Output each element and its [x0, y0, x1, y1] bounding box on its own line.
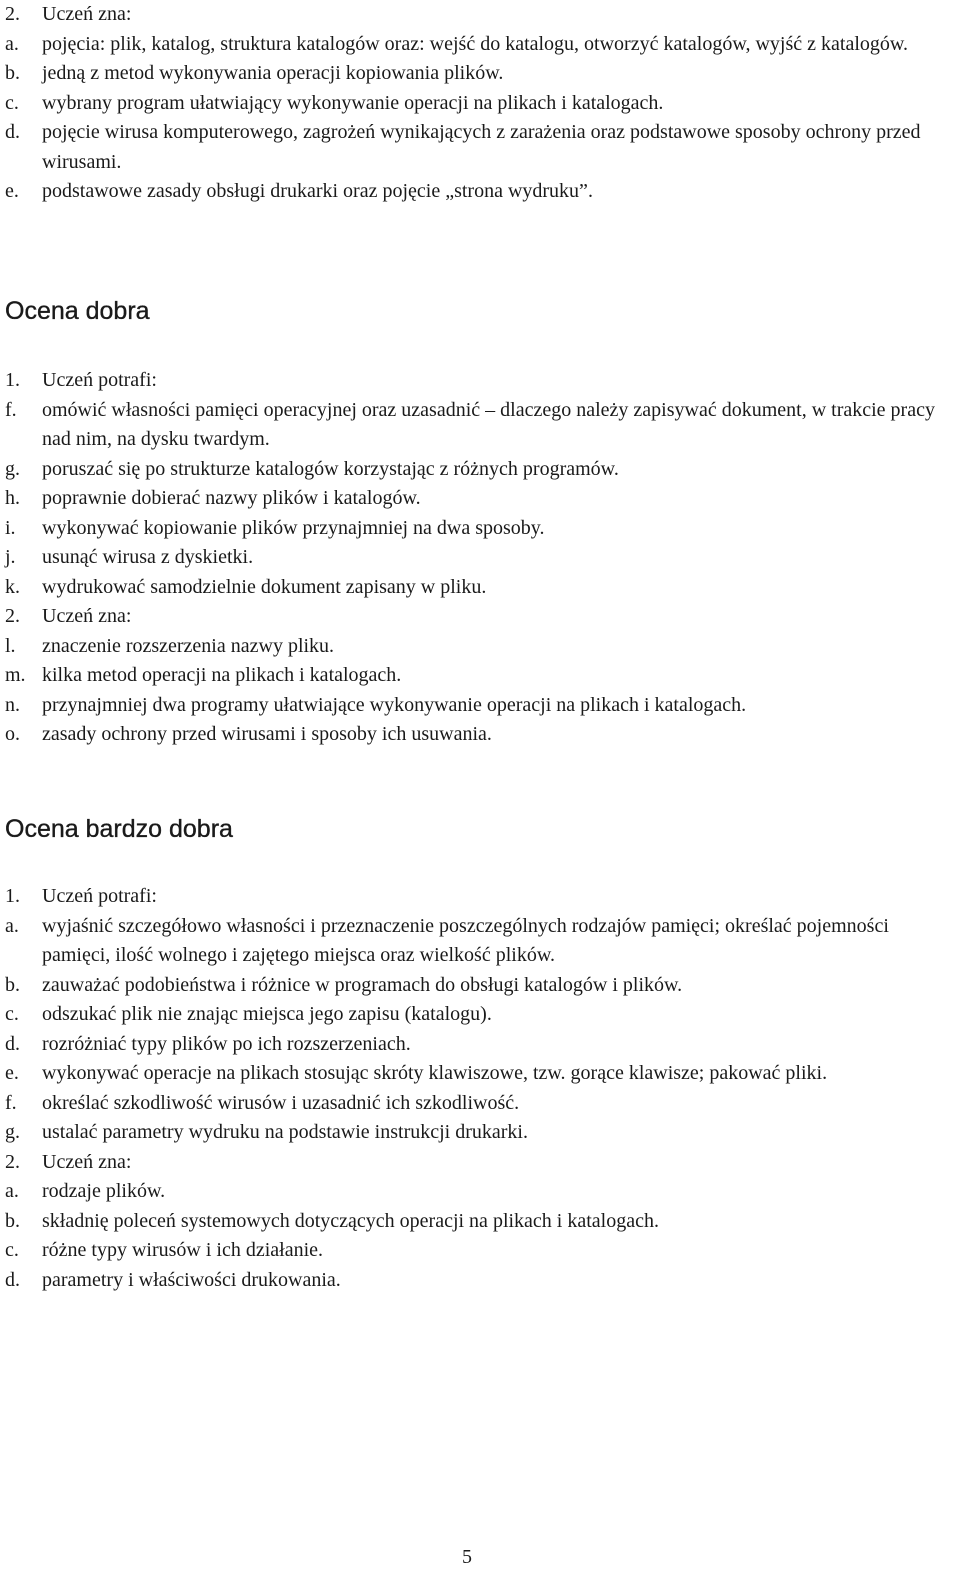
list-marker: k.: [5, 575, 20, 598]
list-text: wydrukować samodzielnie dokument zapisany w pliku.: [42, 575, 487, 598]
list-text: poprawnie dobierać nazwy plików i katalogów.: [42, 487, 421, 509]
intro-list: [0, 0, 960, 207]
list-text: wyjaśnić szczegółowo własności i przeznaczenie poszczególnych rodzajów pamięci; określać pojemności pamięci, ilość wolnego i zajętego miejsca oraz wielkość plików.: [42, 914, 889, 966]
list-text: zauważać podobieństwa i różnice w programach do obsługi katalogów i plików.: [42, 973, 683, 996]
list-text: rozróżniać typy plików po ich rozszerzeniach.: [42, 1032, 411, 1055]
list-text: poruszać się po strukturze katalogów korzystając z różnych programów.: [42, 457, 619, 480]
list-text: ustalać parametry wydruku na podstawie instrukcji drukarki.: [42, 1121, 528, 1143]
list-marker: b.: [5, 1209, 20, 1232]
list-text: składnię poleceń systemowych dotyczących operacji na plikach i katalogach.: [42, 1209, 659, 1232]
section-heading-good: Ocena dobra: [5, 297, 150, 325]
list-text: przynajmniej dwa programy ułatwiające wykonywanie operacji na plikach i katalogach.: [42, 693, 747, 716]
list-text: wybrany program ułatwiający wykonywanie operacji na plikach i katalogach.: [42, 91, 664, 114]
good-list: [0, 366, 960, 750]
list-text: parametry i właściwości drukowania.: [42, 1268, 341, 1291]
list-item: [0, 1236, 960, 1266]
list-text: odszukać plik nie znając miejsca jego zapisu (katalogu).: [42, 1003, 492, 1025]
list-marker: a.: [5, 32, 19, 55]
list-text: Uczeń zna:: [42, 3, 132, 25]
list-text: określać szkodliwość wirusów i uzasadnić ich szkodliwość.: [42, 1091, 520, 1114]
list-text: Uczeń potrafi:: [42, 885, 157, 907]
list-marker: f.: [5, 398, 17, 421]
list-marker: o.: [5, 723, 20, 745]
list-marker: d.: [5, 121, 20, 143]
list-marker: g.: [5, 457, 20, 480]
list-text: pojęcie wirusa komputerowego, zagrożeń wynikających z zarażenia oraz podstawowe sposoby ochrony przed wirusami.: [42, 121, 921, 173]
section-heading-very-good: Ocena bardzo dobra: [5, 815, 233, 843]
list-marker: 1.: [5, 885, 20, 907]
list-text: usunąć wirusa z dyskietki.: [42, 546, 254, 568]
list-item: [0, 1266, 960, 1296]
list-text: wykonywać kopiowanie plików przynajmniej na dwa sposoby.: [42, 516, 545, 539]
list-item: [0, 632, 960, 662]
list-text: omówić własności pamięci operacyjnej oraz uzasadnić – dlaczego należy zapisywać dokument, w trakcie pracy nad nim, na dysku twardym.: [42, 398, 935, 450]
list-item: [0, 30, 960, 60]
list-marker: d.: [5, 1268, 20, 1291]
list-marker: h.: [5, 487, 20, 509]
list-item: [0, 118, 960, 177]
list-text: zasady ochrony przed wirusami i sposoby ich usuwania.: [42, 723, 492, 745]
list-marker: 2.: [5, 3, 20, 25]
list-marker: b.: [5, 62, 20, 84]
list-text: kilka metod operacji na plikach i katalogach.: [42, 664, 402, 686]
page-number: 5: [462, 1546, 472, 1568]
list-marker: d.: [5, 1032, 20, 1055]
list-item: [0, 514, 960, 544]
list-item: [0, 1059, 960, 1089]
list-marker: c.: [5, 91, 19, 114]
very-good-list: [0, 882, 960, 1295]
list-marker: f.: [5, 1091, 17, 1114]
list-marker: a.: [5, 1180, 19, 1202]
list-item: [0, 543, 960, 573]
list-item: [0, 661, 960, 691]
list-text: wykonywać operacje na plikach stosując skróty klawiszowe, tzw. gorące klawisze; pakować pliki.: [42, 1062, 828, 1084]
list-marker: b.: [5, 973, 20, 996]
list-item: [0, 602, 960, 632]
list-item: [0, 912, 960, 971]
list-item: [0, 396, 960, 455]
list-item: [0, 1030, 960, 1060]
list-item: [0, 177, 960, 207]
list-item: [0, 455, 960, 485]
list-text: Uczeń zna:: [42, 605, 132, 627]
list-item: [0, 1148, 960, 1178]
list-marker: e.: [5, 180, 19, 202]
list-item: [0, 1000, 960, 1030]
list-marker: e.: [5, 1062, 19, 1084]
list-item: [0, 720, 960, 750]
list-text: znaczenie rozszerzenia nazwy pliku.: [42, 634, 335, 657]
list-marker: 1.: [5, 369, 20, 391]
list-item: [0, 484, 960, 514]
list-marker: c.: [5, 1003, 19, 1025]
list-text: różne typy wirusów i ich działanie.: [42, 1239, 324, 1261]
list-text: jedną z metod wykonywania operacji kopiowania plików.: [42, 62, 504, 84]
list-text: Uczeń zna:: [42, 1150, 132, 1173]
list-text: podstawowe zasady obsługi drukarki oraz pojęcie „strona wydruku”.: [42, 180, 593, 202]
list-item: [0, 1118, 960, 1148]
list-item: [0, 573, 960, 603]
list-marker: m.: [5, 664, 26, 686]
list-item: [0, 691, 960, 721]
list-marker: g.: [5, 1121, 20, 1143]
list-marker: c.: [5, 1239, 19, 1261]
list-item: [0, 1207, 960, 1237]
list-item: [0, 89, 960, 119]
list-item: [0, 1089, 960, 1119]
list-marker: a.: [5, 914, 19, 937]
list-text: Uczeń potrafi:: [42, 369, 157, 391]
list-text: pojęcia: plik, katalog, struktura katalogów oraz: wejść do katalogu, otworzyć katalogów, wyjść z katalogów.: [42, 32, 909, 55]
list-marker: i.: [5, 516, 16, 539]
list-item: [0, 366, 960, 396]
list-item: [0, 59, 960, 89]
list-text: rodzaje plików.: [42, 1180, 166, 1202]
list-marker: 2.: [5, 605, 20, 627]
list-marker: 2.: [5, 1150, 20, 1173]
list-marker: l.: [5, 634, 16, 657]
list-item: [0, 1177, 960, 1207]
list-item: [0, 971, 960, 1001]
list-item: [0, 882, 960, 912]
list-marker: j.: [5, 546, 16, 568]
list-item: [0, 0, 960, 30]
list-marker: n.: [5, 693, 20, 716]
